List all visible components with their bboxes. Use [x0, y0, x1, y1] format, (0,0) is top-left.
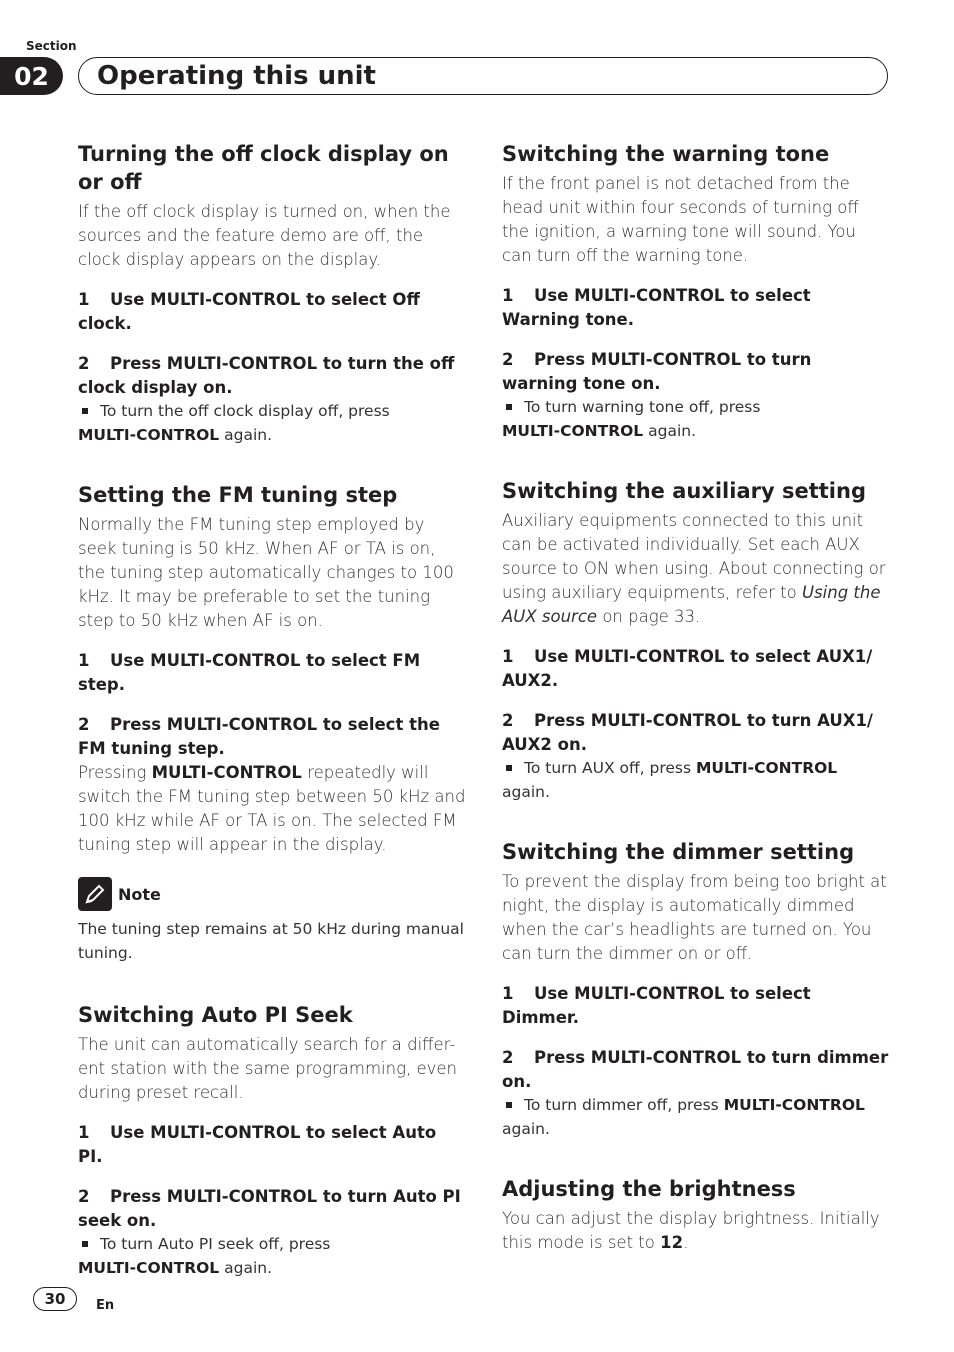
step-number: 1 — [502, 984, 514, 1003]
note-pencil-icon — [78, 877, 112, 911]
bullet-text: To turn the off clock display off, press — [100, 402, 390, 420]
page-title: Operating this unit — [78, 57, 888, 95]
detail-bold: MULTI-CONTROL — [151, 763, 302, 782]
section-heading: Adjusting the brightness — [502, 1177, 796, 1201]
step-number: 2 — [78, 715, 90, 734]
section-number-tab: 02 — [0, 57, 63, 95]
bullet-bold: MULTI-CONTROL — [78, 1258, 220, 1277]
step-number: 2 — [78, 354, 90, 373]
note-text: The tuning step remains at 50 kHz during manual tuning. — [78, 920, 464, 962]
step-number: 2 — [502, 1048, 514, 1067]
detail-text: Pressing — [78, 763, 152, 782]
section-heading: Setting the FM tuning step — [78, 483, 398, 507]
bullet-note — [502, 396, 890, 443]
step-2 — [78, 352, 466, 400]
step-2 — [502, 348, 890, 396]
left-column — [78, 140, 466, 1304]
step-1 — [78, 649, 466, 697]
note-label: Note — [118, 884, 161, 904]
bullet-bold: MULTI-CONTROL — [78, 425, 220, 444]
step-text: Press MULTI-CONTROL to turn warning tone on. — [502, 350, 812, 393]
section-auxiliary — [502, 477, 890, 804]
bullet-square-icon — [82, 1241, 88, 1247]
step-2 — [78, 1185, 466, 1233]
section-body: To prevent the display from being too bright at night, the display is automatically dimmed when the car’s headlights are turned on. You can turn the dimmer on or off. — [502, 872, 887, 963]
section-body — [502, 1207, 890, 1255]
bullet-tail: again. — [502, 1119, 550, 1138]
step-text: Use MULTI-CONTROL to select Dimmer. — [502, 984, 811, 1027]
note-header — [78, 877, 466, 911]
body-text: on page 33. — [597, 607, 701, 626]
step-text: Press MULTI-CONTROL to select the FM tuning step. — [78, 715, 440, 758]
step-number: 1 — [78, 651, 90, 670]
bullet-tail: again. — [643, 421, 697, 440]
section-body: The unit can automatically search for a differ-ent station with the same programming, even during preset recall. — [78, 1035, 457, 1102]
step-text: Use MULTI-CONTROL to select Auto PI. — [78, 1123, 437, 1166]
section-auto-pi — [78, 1001, 466, 1280]
bullet-text: To turn AUX off, press — [524, 759, 696, 777]
bullet-note — [78, 400, 466, 447]
bullet-square-icon — [506, 1102, 512, 1108]
step-2 — [78, 713, 466, 761]
step-1 — [78, 288, 466, 336]
body-text: . — [683, 1233, 689, 1252]
language-label: En — [96, 1298, 115, 1313]
section-warning-tone — [502, 140, 890, 443]
section-off-clock — [78, 140, 466, 447]
step-text: Press MULTI-CONTROL to turn dimmer on. — [502, 1048, 889, 1091]
section-label: Section — [26, 39, 77, 53]
bullet-bold: MULTI-CONTROL — [723, 1096, 865, 1114]
bullet-bold: MULTI-CONTROL — [696, 759, 838, 777]
step-detail — [78, 761, 466, 857]
step-text: Use MULTI-CONTROL to select Off clock. — [78, 290, 420, 333]
step-text: Press MULTI-CONTROL to turn the off clock display on. — [78, 354, 455, 397]
step-number: 1 — [78, 1123, 90, 1142]
step-2 — [502, 709, 890, 757]
section-heading: Turning the off clock display on or off — [78, 142, 449, 194]
step-number: 1 — [502, 286, 514, 305]
step-text: Press MULTI-CONTROL to turn Auto PI seek on. — [78, 1187, 461, 1230]
cross-reference: Using the AUX source — [502, 583, 881, 626]
bullet-square-icon — [82, 408, 88, 414]
bullet-text: To turn dimmer off, press — [524, 1096, 724, 1114]
body-text: Auxiliary equipments connected to this unit can be activated individually. Set each AUX source to ON when using. About connecting or using auxiliary equipments, refer to — [502, 511, 886, 602]
bullet-tail: again. — [219, 1258, 273, 1277]
section-body: Normally the FM tuning step employed by seek tuning is 50 kHz. When AF or TA is on, the tuning step automatically changes to 100 kHz. It may be preferable to set the tuning step to 50 kHz when AF is on. — [78, 515, 454, 630]
step-number: 1 — [502, 647, 514, 666]
section-heading: Switching the warning tone — [502, 142, 830, 166]
step-text: Press MULTI-CONTROL to turn AUX1/ AUX2 on. — [502, 711, 873, 754]
body-text: You can adjust the display brightness. Initially this mode is set to — [502, 1209, 880, 1252]
bullet-square-icon — [506, 404, 512, 410]
bullet-tail: again. — [219, 425, 273, 444]
section-dimmer — [502, 838, 890, 1141]
step-text: Use MULTI-CONTROL to select FM step. — [78, 651, 421, 694]
bullet-note — [502, 1094, 890, 1141]
section-body: If the front panel is not detached from the head unit within four seconds of turning off the ignition, a warning tone will sound. You can turn off the warning tone. — [502, 174, 859, 265]
section-heading: Switching the auxiliary setting — [502, 479, 866, 503]
bullet-tail: again. — [502, 782, 550, 801]
step-text: Use MULTI-CONTROL to select AUX1/ AUX2. — [502, 647, 873, 690]
bullet-note — [78, 1233, 466, 1280]
section-heading: Switching the dimmer setting — [502, 840, 855, 864]
step-text: Use MULTI-CONTROL to select Warning tone. — [502, 286, 811, 329]
step-number: 1 — [78, 290, 90, 309]
step-1 — [502, 645, 890, 693]
bullet-note — [502, 757, 890, 804]
step-number: 2 — [502, 711, 514, 730]
bullet-text: To turn Auto PI seek off, press — [100, 1235, 331, 1253]
step-1 — [502, 284, 890, 332]
step-number: 2 — [502, 350, 514, 369]
step-number: 2 — [78, 1187, 90, 1206]
step-1 — [502, 982, 890, 1030]
section-heading: Switching Auto PI Seek — [78, 1003, 353, 1027]
section-body — [502, 509, 890, 629]
bullet-bold: MULTI-CONTROL — [502, 421, 644, 440]
bullet-square-icon — [506, 765, 512, 771]
page-number: 30 — [33, 1287, 77, 1311]
bullet-text: To turn warning tone off, press — [524, 398, 761, 416]
section-brightness — [502, 1175, 890, 1255]
detail-text: repeatedly will switch the FM tuning step between 50 kHz and 100 kHz while AF or TA is on. The selected FM tuning step will appear in the display. — [78, 763, 466, 854]
step-2 — [502, 1046, 890, 1094]
step-1 — [78, 1121, 466, 1169]
right-column — [502, 140, 890, 1279]
section-body: If the off clock display is turned on, when the sources and the feature demo are off, the clock display appears on the display. — [78, 202, 451, 269]
body-bold: 12 — [660, 1233, 684, 1252]
section-fm-step — [78, 481, 466, 965]
